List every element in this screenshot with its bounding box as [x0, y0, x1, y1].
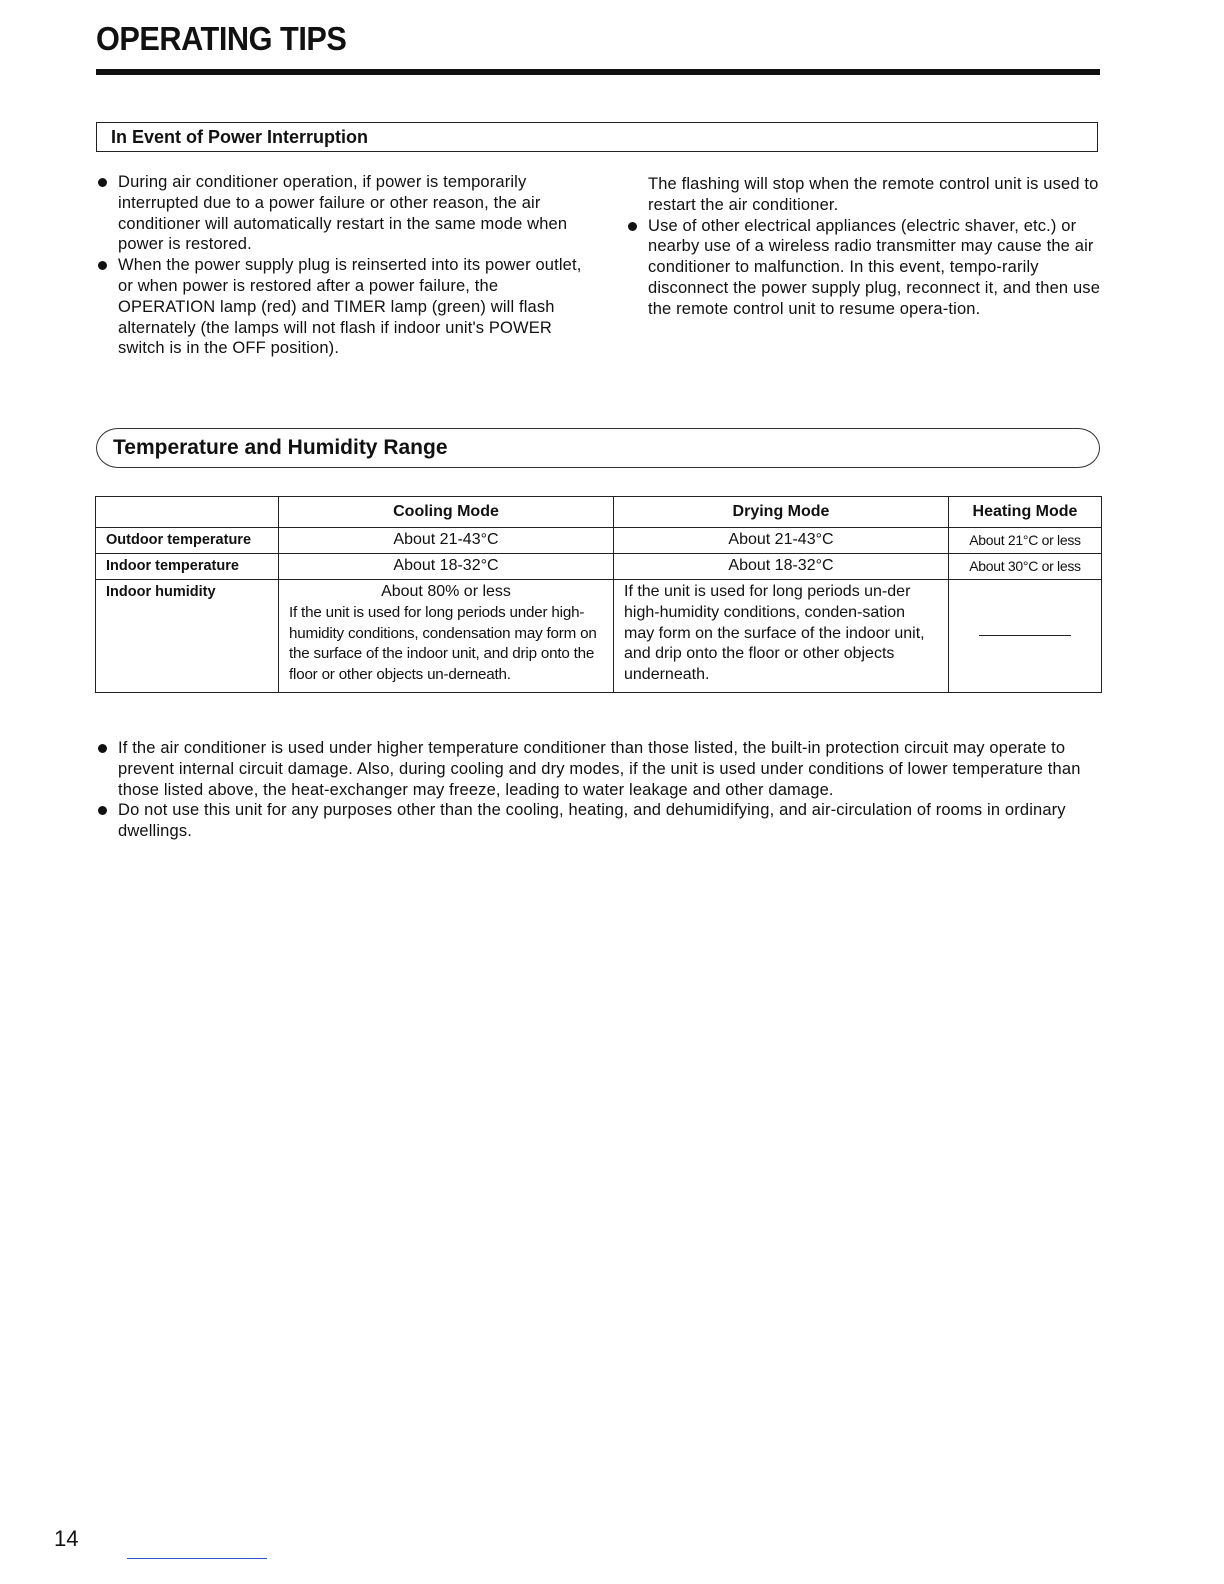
range-note-2: Do not use this unit for any purposes other than the cooling, heating, and dehumidifying, and air-circulation of rooms in ordinary dwellings. [96, 800, 1106, 842]
cell-outdoor-drying: About 21-43°C [614, 528, 949, 554]
table-header-cooling: Cooling Mode [279, 497, 614, 528]
power-left-column [96, 172, 582, 359]
power-bullet-3: Use of other electrical appliances (electric shaver, etc.) or nearby use of a wireless radio transmitter may cause the air conditioner to malfunction. In this event, tempo-rarily disconnect the power supply plug, reconnect it, and then use the remote control unit to resume opera-tion. [626, 216, 1104, 320]
table-row [96, 554, 1102, 580]
table-header-drying: Drying Mode [614, 497, 949, 528]
row-label-outdoor: Outdoor temperature [96, 528, 279, 554]
page-title: OPERATING TIPS [96, 20, 347, 57]
table-header-row [96, 497, 1102, 528]
table-header-heating: Heating Mode [949, 497, 1102, 528]
cell-indoor-cooling: About 18-32°C [279, 554, 614, 580]
power-bullet-1: During air conditioner operation, if power is temporarily interrupted due to a power failure or other reason, the air conditioner will automatically restart in the same mode when power is restored. [96, 172, 582, 255]
range-section-title: Temperature and Humidity Range [113, 436, 448, 459]
cell-humidity-cooling [279, 580, 614, 693]
power-interruption-section-header [96, 122, 1098, 152]
table-row [96, 580, 1102, 693]
cell-indoor-heating: About 30°C or less [949, 554, 1102, 580]
cell-humidity-heating [949, 580, 1102, 693]
power-bullet-2: When the power supply plug is reinserted into its power outlet, or when power is restored after a power failure, the OPERATION lamp (red) and TIMER lamp (green) will flash alternately (the lamps will not flash if indoor unit's POWER switch is in the OFF position). [96, 255, 582, 359]
range-section-header [96, 428, 1100, 468]
range-notes [96, 738, 1106, 842]
table-row [96, 528, 1102, 554]
row-label-humidity: Indoor humidity [96, 580, 279, 693]
temperature-humidity-table [95, 496, 1102, 693]
footer-rule [127, 1558, 267, 1559]
cell-indoor-drying: About 18-32°C [614, 554, 949, 580]
row-label-indoor: Indoor temperature [96, 554, 279, 580]
range-note-1: If the air conditioner is used under higher temperature conditioner than those listed, the built-in protection circuit may operate to prevent internal circuit damage. Also, during cooling and dry modes, if the unit is used under conditions of lower temperature than those listed above, the heat-exchanger may freeze, leading to water leakage and other damage. [96, 738, 1106, 800]
cell-humidity-drying: If the unit is used for long periods un-der high-humidity conditions, conden-sation may form on the surface of the indoor unit, and drip onto the floor or other objects underneath. [614, 580, 949, 693]
cell-outdoor-cooling: About 21-43°C [279, 528, 614, 554]
power-interruption-title: In Event of Power Interruption [111, 127, 369, 147]
cell-outdoor-heating: About 21°C or less [949, 528, 1102, 554]
power-continuation-text: The flashing will stop when the remote control unit is used to restart the air conditioner. [648, 175, 1099, 214]
humidity-cooling-note: If the unit is used for long periods under high-humidity conditions, condensation may form on the surface of the indoor unit, and drip onto the floor or other objects un-derneath. [289, 603, 597, 684]
humidity-cooling-value: About 80% or less [381, 583, 511, 600]
power-right-column [626, 174, 1104, 320]
title-rule [96, 69, 1100, 75]
empty-value-dash [979, 635, 1071, 637]
table-header-empty [96, 497, 279, 528]
page-number: 14 [54, 1526, 79, 1551]
